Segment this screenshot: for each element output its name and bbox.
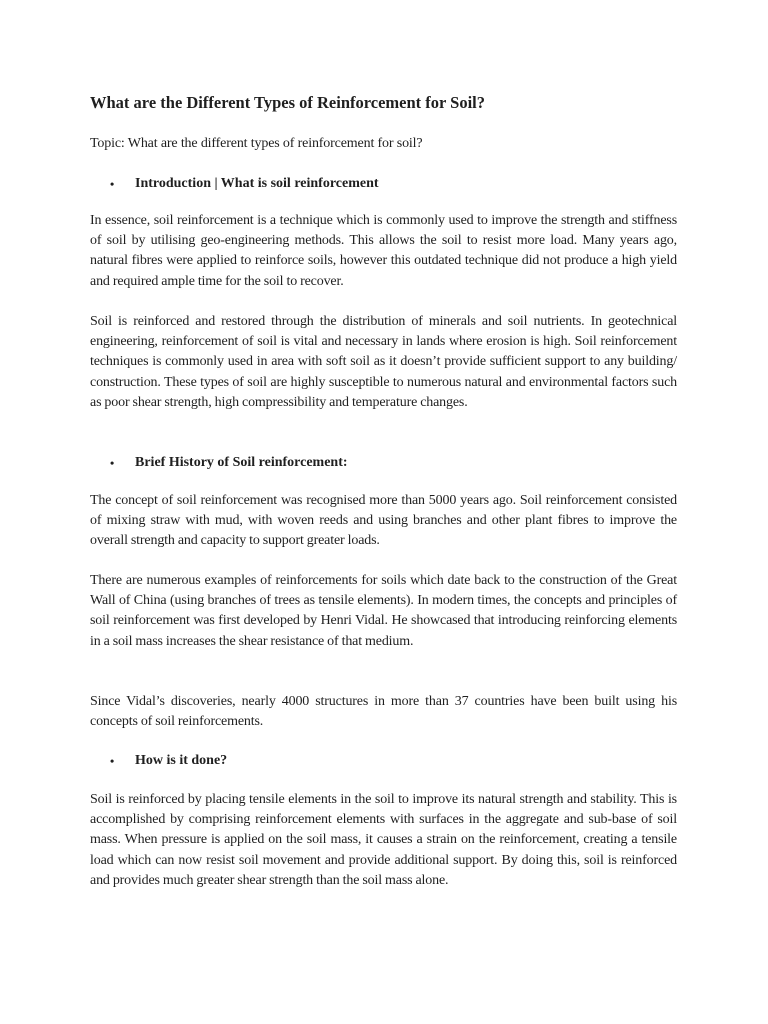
bullet-icon: • (110, 754, 115, 768)
section-heading-text: How is it done? (135, 753, 228, 768)
paragraph: There are numerous examples of reinforcements for soils which date back to the construction of the Great Wall of China (using branches of trees as tensile elements). In modern times, the concepts and principles of soil reinforcement was first developed by Henri Vidal. He showcased that introducing reinforcing elements in a soil mass increases the shear resistance of that medium. (90, 573, 677, 649)
section-heading-text: Introduction | What is soil reinforcement (135, 176, 379, 191)
section-heading-text: Brief History of Soil reinforcement: (135, 455, 348, 470)
bullet-icon: • (110, 456, 115, 470)
paragraph: Soil is reinforced by placing tensile elements in the soil to improve its natural strength and stability. This is accomplished by comprising reinforcement elements with surfaces in the aggregate and sub-base of soil mass. When pressure is applied on the soil mass, it causes a strain on the reinforcement, creating a tensile load which can now resist soil movement and provide additional support. By doing this, soil is reinforced and provides much greater shear strength than the soil mass alone. (90, 792, 677, 888)
paragraph: In essence, soil reinforcement is a technique which is commonly used to improve the strength and stiffness of soil by utilising geo-engineering methods. This allows the soil to resist more load. Many years ago, natural fibres were applied to reinforce soils, however this outdated technique did not produce a high yield and required ample time for the soil to recover. (90, 213, 677, 289)
paragraph: Since Vidal’s discoveries, nearly 4000 structures in more than 37 countries have been built using his concepts of soil reinforcements. (90, 694, 677, 730)
bullet-icon: • (110, 177, 115, 191)
document-title: What are the Different Types of Reinforcement for Soil? (90, 93, 486, 112)
paragraph: Soil is reinforced and restored through the distribution of minerals and soil nutrients. In geotechnical engineering, reinforcement of soil is vital and necessary in lands where erosion is high. Soil reinforcement techniques is commonly used in area with soft soil as it doesn’t provide sufficient support to any building/ construction. These types of soil are highly susceptible to numerous natural and environmental factors such as poor shear strength, high compressibility and temperature changes. (90, 314, 677, 410)
topic-line: Topic: What are the different types of reinforcement for soil? (90, 136, 423, 151)
paragraph: The concept of soil reinforcement was recognised more than 5000 years ago. Soil reinforcement consisted of mixing straw with mud, with woven reeds and using branches and other plant fibres to improve the overall strength and capacity to support greater loads. (90, 493, 677, 549)
